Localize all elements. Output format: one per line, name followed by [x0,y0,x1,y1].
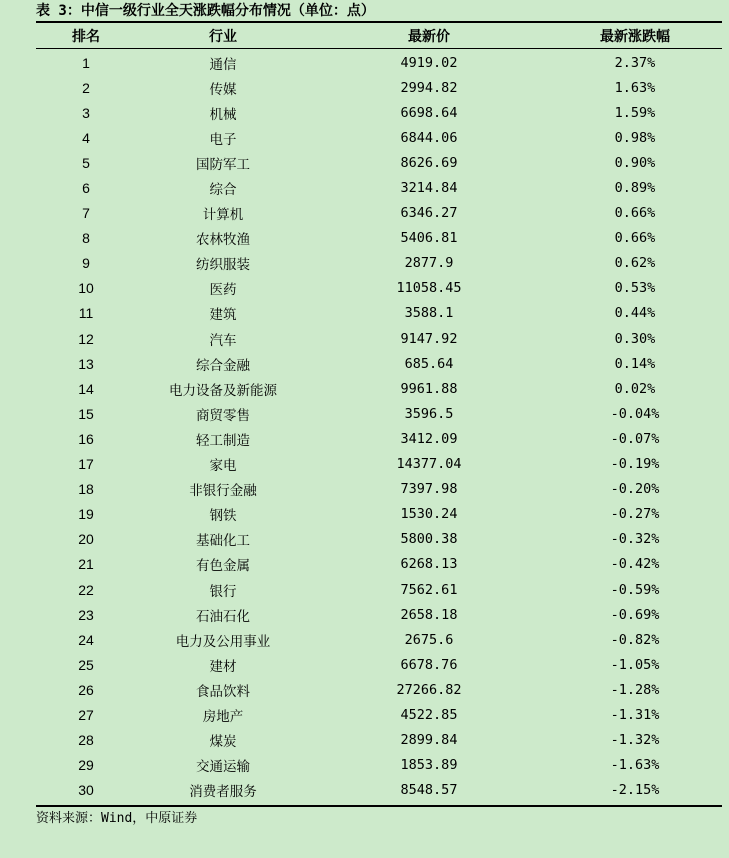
table-row [36,100,722,125]
cell-industry: 消费者服务 [189,784,257,801]
cell-rank: 5 [82,154,90,171]
cell-industry: 房地产 [202,708,244,725]
cell-rank: 9 [82,255,90,272]
cell-industry: 家电 [209,458,237,475]
table-row [36,50,722,75]
cell-rank: 20 [78,531,94,548]
cell-industry: 传媒 [209,81,237,98]
cell-change: -1.32% [610,732,660,749]
cell-rank: 16 [78,430,94,447]
cell-price: 7397.98 [400,481,458,498]
cell-change: -1.63% [610,757,660,774]
cell-price: 3412.09 [400,430,458,447]
cell-change: 0.98% [614,129,656,146]
cell-change: -0.07% [610,430,660,447]
cell-industry: 机械 [209,106,237,123]
cell-price: 6268.13 [400,556,458,573]
cell-price: 1853.89 [400,757,458,774]
cell-price: 2675.6 [404,631,454,648]
cell-price: 3588.1 [404,305,454,322]
cell-change: 1.63% [614,79,656,96]
table-row [36,401,722,426]
table-bottom-rule [36,805,722,807]
cell-price: 2658.18 [400,606,458,623]
cell-price: 6844.06 [400,129,458,146]
cell-change: 0.02% [614,380,656,397]
cell-price: 2877.9 [404,255,454,272]
cell-rank: 26 [78,681,94,698]
cell-industry: 纺织服装 [196,257,250,274]
cell-change: 0.66% [614,230,656,247]
cell-price: 7562.61 [400,581,458,598]
table-row [36,602,722,627]
cell-rank: 25 [78,656,94,673]
cell-rank: 23 [78,606,94,623]
cell-rank: 3 [82,104,90,121]
cell-rank: 12 [78,330,94,347]
cell-change: -0.32% [610,531,660,548]
cell-change: -0.42% [610,556,660,573]
cell-price: 5800.38 [400,531,458,548]
cell-rank: 14 [78,380,94,397]
cell-industry: 钢铁 [209,508,237,525]
cell-industry: 轻工制造 [196,432,250,449]
cell-price: 685.64 [404,355,454,372]
cell-price: 4919.02 [400,54,458,71]
cell-industry: 农林牧渔 [196,232,250,249]
cell-industry: 食品饮料 [196,683,250,700]
header-rank: 排名 [72,29,100,45]
cell-industry: 综合 [209,182,237,199]
cell-industry: 有色金属 [196,558,250,575]
table-top-rule [36,21,722,23]
cell-industry: 商贸零售 [196,407,250,424]
cell-change: 0.14% [614,355,656,372]
cell-industry: 建筑 [209,307,237,324]
cell-rank: 13 [78,355,94,372]
cell-price: 6698.64 [400,104,458,121]
table-row [36,125,722,150]
table-row [36,175,722,200]
cell-rank: 27 [78,706,94,723]
cell-industry: 煤炭 [209,734,237,751]
cell-change: -1.31% [610,706,660,723]
cell-change: -1.28% [610,681,660,698]
cell-rank: 1 [82,54,90,71]
cell-price: 27266.82 [396,681,462,698]
table-row [36,552,722,577]
cell-change: -1.05% [610,656,660,673]
cell-industry: 汽车 [209,332,237,349]
cell-change: -0.59% [610,581,660,598]
cell-price: 1530.24 [400,506,458,523]
cell-change: -0.04% [610,405,660,422]
cell-price: 14377.04 [396,456,462,473]
cell-price: 6678.76 [400,656,458,673]
cell-change: -0.19% [610,456,660,473]
cell-price: 3596.5 [404,405,454,422]
cell-industry: 综合金融 [196,357,250,374]
table-row [36,477,722,502]
cell-industry: 石油石化 [196,608,250,625]
cell-rank: 2 [82,79,90,96]
cell-industry: 电力设备及新能源 [169,382,277,399]
cell-rank: 22 [78,581,94,598]
cell-change: 0.62% [614,255,656,272]
cell-industry: 电力及公用事业 [175,633,271,650]
cell-industry: 通信 [209,56,237,73]
table-row [36,753,722,778]
cell-rank: 10 [78,280,94,297]
cell-rank: 19 [78,506,94,523]
table-row [36,150,722,175]
cell-rank: 30 [78,782,94,799]
cell-industry: 国防军工 [196,156,250,173]
table-row [36,527,722,552]
cell-rank: 17 [78,456,94,473]
table-header-row [36,24,722,48]
cell-change: 2.37% [614,54,656,71]
table-row [36,426,722,451]
table-header-rule [36,48,722,49]
cell-industry: 银行 [209,583,237,600]
cell-rank: 21 [78,556,94,573]
cell-industry: 建材 [209,658,237,675]
table-row [36,452,722,477]
table-row [36,502,722,527]
cell-industry: 计算机 [202,207,244,224]
cell-change: 0.66% [614,205,656,222]
table-row [36,351,722,376]
cell-rank: 11 [78,305,94,322]
table-row [36,778,722,803]
table-row [36,326,722,351]
cell-price: 6346.27 [400,205,458,222]
cell-price: 9147.92 [400,330,458,347]
cell-price: 8548.57 [400,782,458,799]
cell-change: -2.15% [610,782,660,799]
cell-change: -0.69% [610,606,660,623]
table-row [36,677,722,702]
table-row [36,702,722,727]
cell-rank: 28 [78,732,94,749]
cell-rank: 4 [82,129,90,146]
cell-rank: 8 [82,230,90,247]
cell-change: 0.30% [614,330,656,347]
table-row [36,728,722,753]
header-change: 最新涨跌幅 [600,29,670,45]
cell-rank: 29 [78,757,94,774]
cell-rank: 18 [78,481,94,498]
table-row [36,301,722,326]
table-row [36,577,722,602]
cell-price: 9961.88 [400,380,458,397]
source-note: 资料来源：Wind，中原证券 [36,811,198,826]
table-row [36,251,722,276]
cell-change: -0.20% [610,481,660,498]
cell-rank: 15 [78,405,94,422]
cell-price: 11058.45 [396,280,462,297]
cell-industry: 医药 [209,282,237,299]
cell-price: 2899.84 [400,732,458,749]
cell-price: 8626.69 [400,154,458,171]
cell-price: 2994.82 [400,79,458,96]
table-row [36,75,722,100]
cell-price: 5406.81 [400,230,458,247]
cell-change: 1.59% [614,104,656,121]
table-row [36,201,722,226]
cell-change: -0.82% [610,631,660,648]
header-industry: 行业 [209,29,237,45]
table-row [36,376,722,401]
cell-change: -0.27% [610,506,660,523]
table-row [36,627,722,652]
cell-price: 4522.85 [400,706,458,723]
table-row [36,276,722,301]
table-row [36,226,722,251]
cell-change: 0.44% [614,305,656,322]
cell-rank: 6 [82,180,90,197]
table-row [36,652,722,677]
cell-industry: 电子 [209,131,237,148]
cell-change: 0.90% [614,154,656,171]
cell-rank: 24 [78,631,94,648]
cell-change: 0.53% [614,280,656,297]
cell-industry: 非银行金融 [189,483,257,500]
table-body [36,50,722,803]
cell-industry: 交通运输 [196,759,250,776]
cell-industry: 基础化工 [196,533,250,550]
table-caption: 表 3：中信一级行业全天涨跌幅分布情况（单位：点） [36,3,375,19]
header-price: 最新价 [408,29,450,45]
cell-price: 3214.84 [400,180,458,197]
cell-change: 0.89% [614,180,656,197]
cell-rank: 7 [82,205,90,222]
